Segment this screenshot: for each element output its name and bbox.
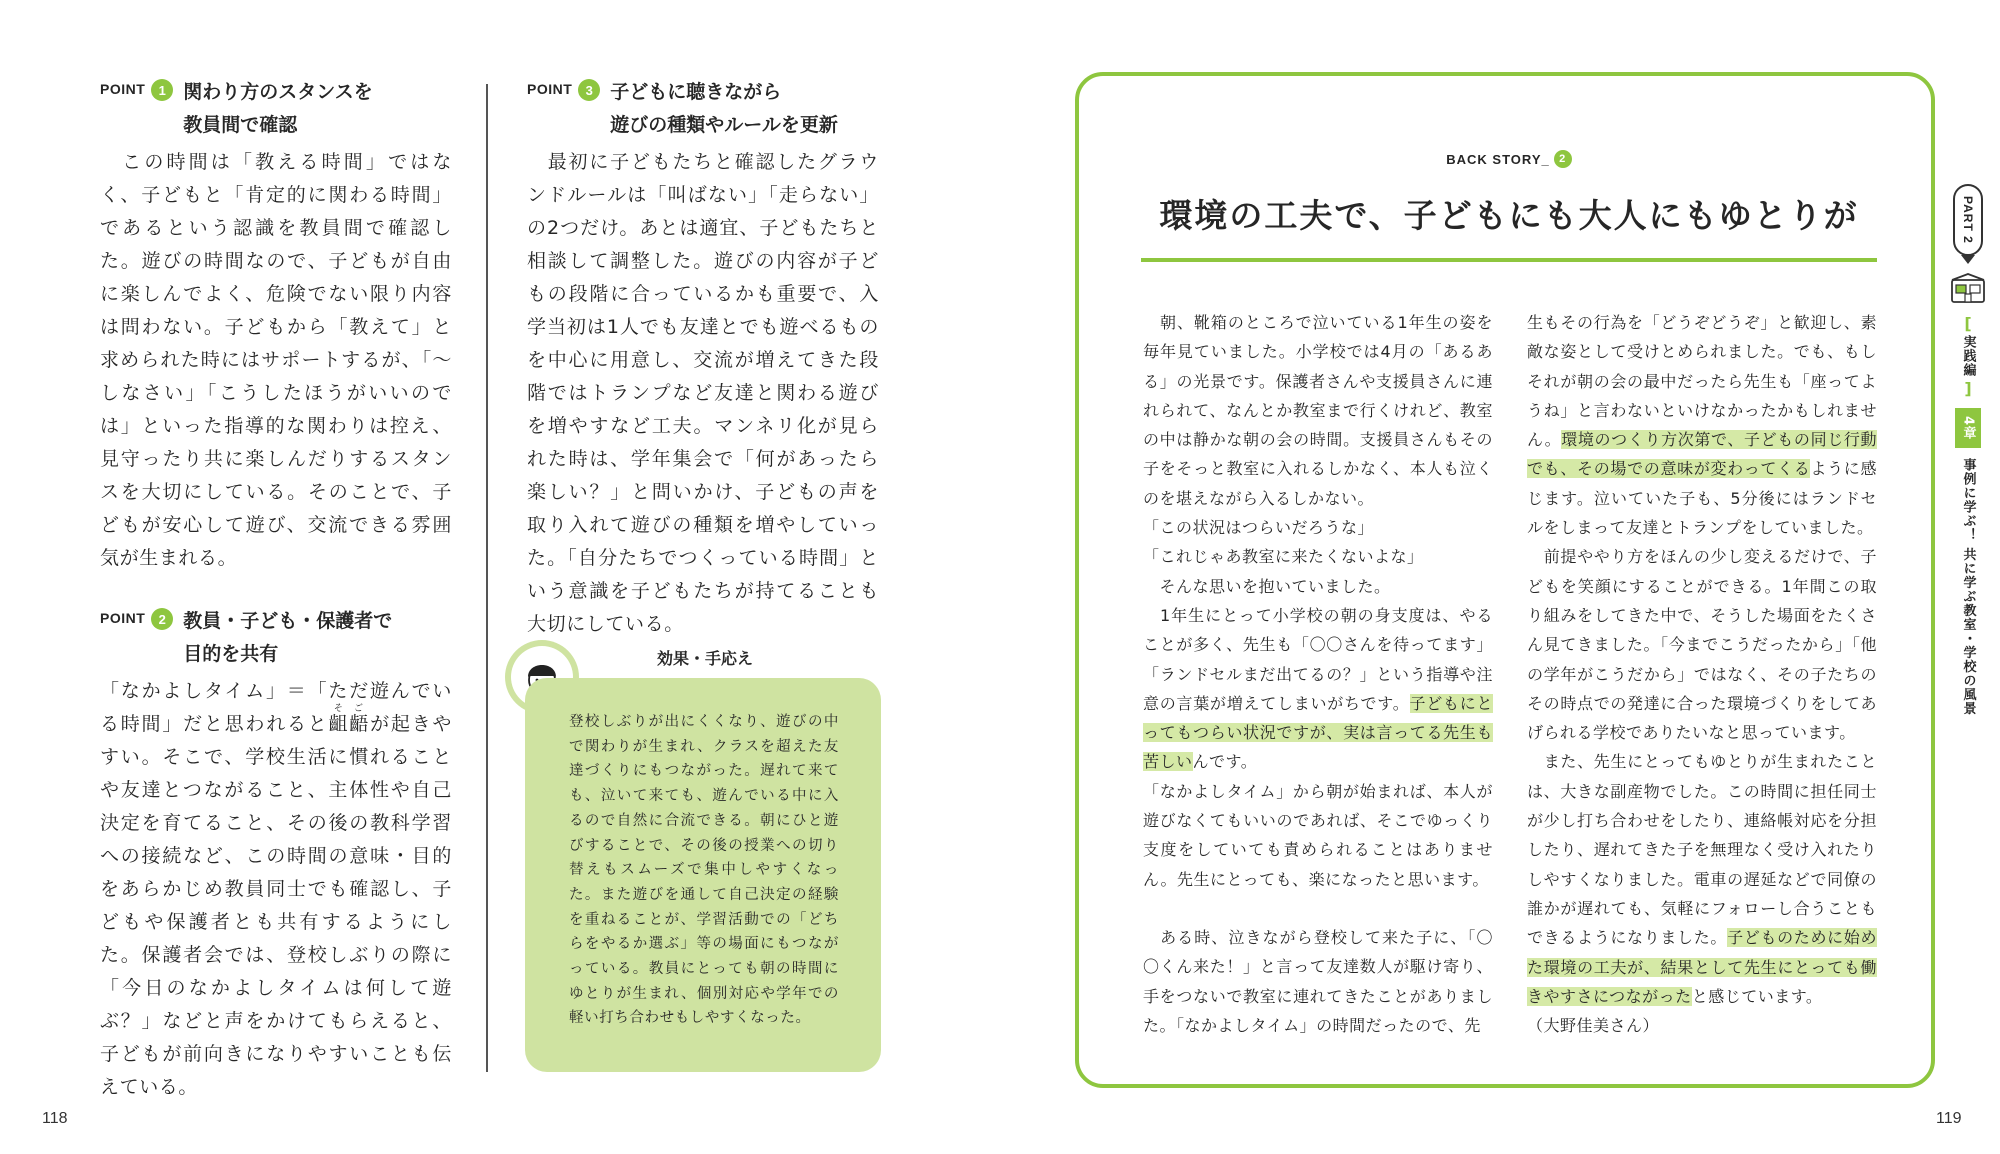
chapter-title: 事例に学ぶ！ 共に学ぶ教室・学校の風景 bbox=[1960, 457, 1976, 716]
point-title: 関わり方のスタンスを 教員間で確認 bbox=[183, 81, 373, 136]
highlight-text: 子どもにとってもつらい状況ですが、実は言ってる先生も苦しい bbox=[1143, 693, 1493, 772]
story-paragraph: 1年生にとって小学校の朝の身支度は、やることが多く、先生も「〇〇さんを待ってます」「ランドセルまだ出てるの？」という指導や注意の言葉が増えてしまいがちです。子どもにとってもつらい状況ですが、実は言ってる先生も苦しいんです。 bbox=[1143, 605, 1493, 772]
page-number-left: 118 bbox=[42, 1110, 68, 1127]
point-body: 最初に子どもたちと確認したグラウンドルールは「叫ばない」「走らない」の2つだけ。あとは適宜、子どもたちと相談して調整した。遊びの内容が子どもの段階に合っているかも重要で、入学当初は1人でも友達とでも遊べるものを中心に用意し、交流が増えてきた段階ではトランプなど友達と関わる遊びを増やすなど工夫。マンネリ化が見られた時は、学年集会で「何があったら楽しい？」と問いかけ、子どもの声を取り入れて遊びの種類を増やしていった。「自分たちでつくっている時間」という意識を子どもたちが持てることも大切にしている。 bbox=[527, 151, 879, 635]
story-paragraph: 「この状況はつらいだろうな」 bbox=[1143, 518, 1375, 538]
highlight-text: 環境のつくり方次第で、子どもの同じ行動でも、その場での意味が変わってくる bbox=[1527, 430, 1877, 479]
point-tag: POINT bbox=[100, 610, 146, 626]
point-1-heading bbox=[100, 76, 452, 142]
story-paragraph: そんな思いを抱いていました。 bbox=[1143, 576, 1391, 596]
point-3-heading bbox=[527, 76, 879, 142]
point-title: 子どもに聴きながら 遊びの種類やルールを更新 bbox=[610, 81, 838, 136]
story-paragraph: 前提ややり方をほんの少し変えるだけで、子どもを笑顔にすることができる。1年間この取り組みをしてきた中で、そうした場面をたくさん見てきました。「今までこうだったから」「他の学年がこうだから」ではなく、その子たちのその時点での発達に合った環境づくりをしてあげられる学校でありたいなと思っています。 bbox=[1527, 547, 1877, 743]
left-column-2 bbox=[527, 76, 879, 641]
point-title: 教員・子ども・保護者で 目的を共有 bbox=[183, 610, 393, 665]
column-divider bbox=[486, 84, 488, 1072]
point-number-badge: 3 bbox=[578, 79, 600, 101]
story-paragraph: 朝、靴箱のところで泣いている1年生の姿を毎年見ていました。小学校では4月の「あるある」の光景です。保護者さんや支援員さんに連れられて、なんとか教室まで行くけれど、教室の中は静かな朝の会の時間。支援員さんもその子をそっと教室に入れるしかなく、本人も泣くのを堪えながら入るしかない。 bbox=[1143, 313, 1493, 508]
point-tag: POINT bbox=[527, 81, 573, 97]
story-paragraph: ある時、泣きながら登校して来た子に、「〇〇くん来た！」と言って友達数人が駆け寄り、手をつないで教室に連れてきたことがありました。「なかよしタイム」の時間だったので、先 bbox=[1143, 927, 1493, 1035]
effect-box bbox=[525, 678, 881, 1072]
point-body: 「なかよしタイム」＝「ただ遊んでいる時間」だと思われると齟齬そごが起きやすい。そこで、学校生活に慣れることや友達とつながること、主体性や自己決定を育てること、その後の教科学習への接続など、この時間の意味・目的をあらかじめ教員同士でも確認し、子どもや保護者とも共有するようにした。保護者会では、登校しぶりの際に「今日のなかよしタイムは何して遊ぶ？」などと声をかけてもらえると、子どもが前向きになりやすいことも伝えている。 bbox=[100, 680, 452, 1098]
highlight-text: 子どものために始めた環境の工夫が、結果として先生にとっても働きやすさにつながった bbox=[1527, 928, 1877, 1006]
story-paragraph: 「なかよしタイム」から朝が始まれば、本人が遊びなくてもいいのであれば、そこでゆっくり支度をしていても責められることはありません。先生にとっても、楽になったと思います。 bbox=[1143, 781, 1493, 889]
story-paragraph: また、先生にとってもゆとりが生まれたことは、大きな副産物でした。この時間に担任同士が少し打ち合わせをしたり、連絡帳対応を分担したり、遅れてきた子を無理なく受け入れたりしやすくなりました。電車の遅延などで同僚の誰かが遅れても、気軽にフォローし合うこともできるようになりました。子どものために始めた環境の工夫が、結果として先生にとっても働きやすさにつながったと感じています。 bbox=[1527, 752, 1877, 1006]
point-2 bbox=[100, 605, 452, 1104]
practice-label: 実践編 bbox=[1960, 334, 1976, 377]
story-paragraph: 生もその行為を「どうぞどうぞ」と歓迎し、素敵な姿として受けとめられました。でも、もしそれが朝の会の最中だったら先生も「座ってようね」と言わないといけなかったかもしれません。環境のつくり方次第で、子どもの同じ行動でも、その場での意味が変わってくるように感じます。泣いていた子も、5分後にはランドセルをしまって友達とトランプをしていました。 bbox=[1527, 313, 1877, 538]
left-column-1 bbox=[100, 76, 452, 1104]
effect-body: 登校しぶりが出にくくなり、遊びの中で関わりが生まれ、クラスを超えた友達づくりにもつながった。遅れて来ても、泣いて来ても、遊んでいる中に入るので自然に合流できる。朝にひと遊びすることで、その後の授業への切り替えもスムーズで集中しやすくなった。また遊びを通して自己決定の経験を重ねることが、学習活動での「どちらをやるか選ぶ」等の場面にもつながっている。教員にとっても朝の時間にゆとりが生まれ、個別対応や学年での軽い打ち合わせもしやすくなった。 bbox=[569, 714, 839, 1027]
part-bubble bbox=[1953, 184, 1983, 256]
point-3 bbox=[527, 76, 879, 641]
story-title: 環境の工夫で、子どもにも大人にもゆとりが bbox=[1159, 196, 1859, 235]
title-underline bbox=[1141, 258, 1877, 262]
point-number-badge: 2 bbox=[151, 608, 173, 630]
story-column-2 bbox=[1527, 308, 1877, 1040]
point-1 bbox=[100, 76, 452, 575]
story-number-badge: 2 bbox=[1554, 150, 1572, 168]
story-spacer bbox=[1143, 894, 1493, 923]
chapter-tag: 4章 bbox=[1955, 408, 1981, 448]
side-tab: PART 2 [ 実践編 ] 4章 事例に学ぶ！ 共に学ぶ教室・学校の風景 bbox=[1948, 184, 1988, 715]
effect-title: 効果・手応え bbox=[656, 649, 753, 668]
part-label: PART 2 bbox=[1961, 196, 1975, 244]
point-number-badge: 1 bbox=[151, 79, 173, 101]
effect-section bbox=[505, 640, 881, 1072]
back-story-label: BACK STORY_ 2 bbox=[1079, 150, 1939, 168]
point-body: この時間は「教える時間」ではなく、子どもと「肯定的に関わる時間」であるという認識を教員間で確認した。遊びの時間なので、子どもが自由に楽しんでよく、危険でない限り内容は問わない。子どもから「教えて」と求められた時にはサポートするが、「〜しなさい」「こうしたほうがいいのでは」といった指導的な関わりは控え、見守ったり共に楽しんだりするスタンスを大切にしている。そのことで、子どもが安心して遊び、交流できる雰囲気が生まれる。 bbox=[100, 151, 452, 569]
point-2-heading bbox=[100, 605, 452, 671]
signature: （大野佳美さん） bbox=[1527, 1016, 1660, 1036]
point-tag: POINT bbox=[100, 81, 146, 97]
page-number-right: 119 bbox=[1936, 1110, 1962, 1127]
story-column-1 bbox=[1143, 308, 1493, 1040]
ruby-word: 齟齬そご bbox=[328, 704, 371, 735]
story-paragraph: 「これじゃあ教室に来たくないよな」 bbox=[1143, 547, 1424, 567]
back-story-frame bbox=[1075, 72, 1935, 1088]
classroom-icon bbox=[1949, 272, 1987, 306]
